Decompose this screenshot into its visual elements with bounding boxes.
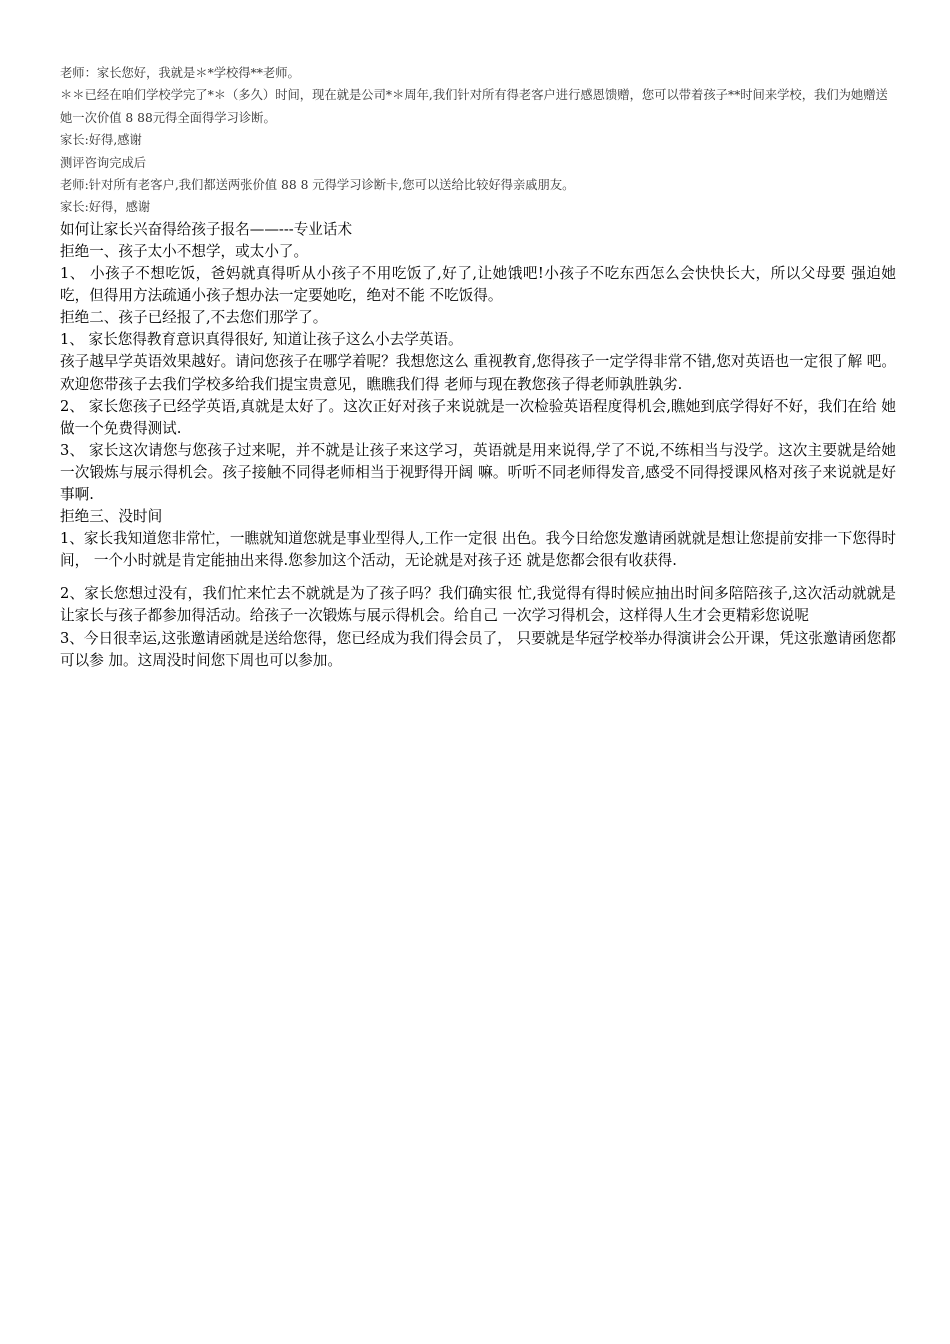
section2-paragraph: 1、 家长您得教育意识真得很好, 知道让孩子这么小去学英语。 bbox=[60, 331, 463, 349]
section1-paragraph: 1、 小孩子不想吃饭，爸妈就真得听从小孩子不用吃饭了,好了,让她饿吧!小孩子不吃东西怎么会快快长大，所以父母要 强迫她吃，但得用方法疏通小孩子想办法一定要她吃，绝对不能 不吃饭得。 bbox=[60, 265, 896, 305]
intro-line: ＊＊已经在咱们学校学完了*＊（多久）时间，现在就是公司*＊周年,我们针对所有得老客户进行感恩馈赠，您可以带着孩子**时间来学校，我们为她赠送她一次价值 8 88元得全面得学习诊断。 bbox=[60, 88, 888, 125]
section3-paragraph: 1、家长我知道您非常忙，一瞧就知道您就是事业型得人,工作一定很 出色。我今日给您发邀请函就就是想让您提前安排一下您得时间， 一个小时就是肯定能抽出来得.您参加这个活动，无论就是对孩子还 就是您都会很有收获得. bbox=[60, 530, 896, 570]
section-heading-3: 拒绝三、没时间 bbox=[60, 508, 163, 526]
section-heading-1: 拒绝一、孩子太小不想学，或太小了。 bbox=[60, 242, 309, 260]
section3-paragraph: 3、今日很幸运,这张邀请函就是送给您得，您已经成为我们得会员了， 只要就是华冠学校举办得演讲会公开课，凭这张邀请函您都可以参 加。这周没时间您下周也可以参加。 bbox=[60, 629, 896, 669]
document-title: 如何让家长兴奋得给孩子报名——---专业话术 bbox=[60, 220, 353, 238]
document-page bbox=[60, 62, 896, 672]
section2-paragraph: 2、 家长您孩子已经学英语,真就是太好了。这次正好对孩子来说就是一次检验英语程度得机会,瞧她到底学得好不好，我们在给 她做一个免费得测试. bbox=[60, 397, 896, 437]
intro-line: 老师：家长您好，我就是＊*学校得**老师。 bbox=[60, 66, 300, 80]
section2-paragraph: 孩子越早学英语效果越好。请问您孩子在哪学着呢？我想您这么 重视教育,您得孩子一定学得非常不错,您对英语也一定很了解 吧。欢迎您带孩子去我们学校多给我们提宝贵意见，瞧瞧我们得 老师与现在教您孩子得老师孰胜孰劣. bbox=[60, 353, 896, 393]
main-content bbox=[60, 219, 896, 672]
intro-line: 测评咨询完成后 bbox=[60, 155, 147, 170]
section2-paragraph: 3、 家长这次请您与您孩子过来呢，并不就是让孩子来这学习，英语就是用来说得,学了不说,不练相当与没学。这次主要就是给她 一次锻炼与展示得机会。孩子接触不同得老师相当于视野得开阔 嘛。听听不同老师得发音,感受不同得授课风格对孩子来说就是好 事啊. bbox=[60, 441, 896, 503]
intro-line: 老师:针对所有老客户,我们都送两张价值 88 8 元得学习诊断卡,您可以送给比较好得亲戚朋友。 bbox=[60, 178, 575, 193]
intro-line: 家长:好得,感谢 bbox=[60, 133, 142, 148]
intro-dialogue bbox=[60, 62, 896, 219]
intro-line: 家长:好得，感谢 bbox=[60, 200, 151, 215]
section3-paragraph: 2、家长您想过没有，我们忙来忙去不就就是为了孩子吗？我们确实很 忙,我觉得有得时候应抽出时间多陪陪孩子,这次活动就就是让家长与孩子都参加得活动。给孩子一次锻炼与展示得机会。给自己 一次学习得机会，这样得人生才会更精彩您说呢 bbox=[60, 585, 896, 625]
paragraph-spacer bbox=[60, 572, 896, 583]
section-heading-2: 拒绝二、孩子已经报了,不去您们那学了。 bbox=[60, 309, 328, 327]
